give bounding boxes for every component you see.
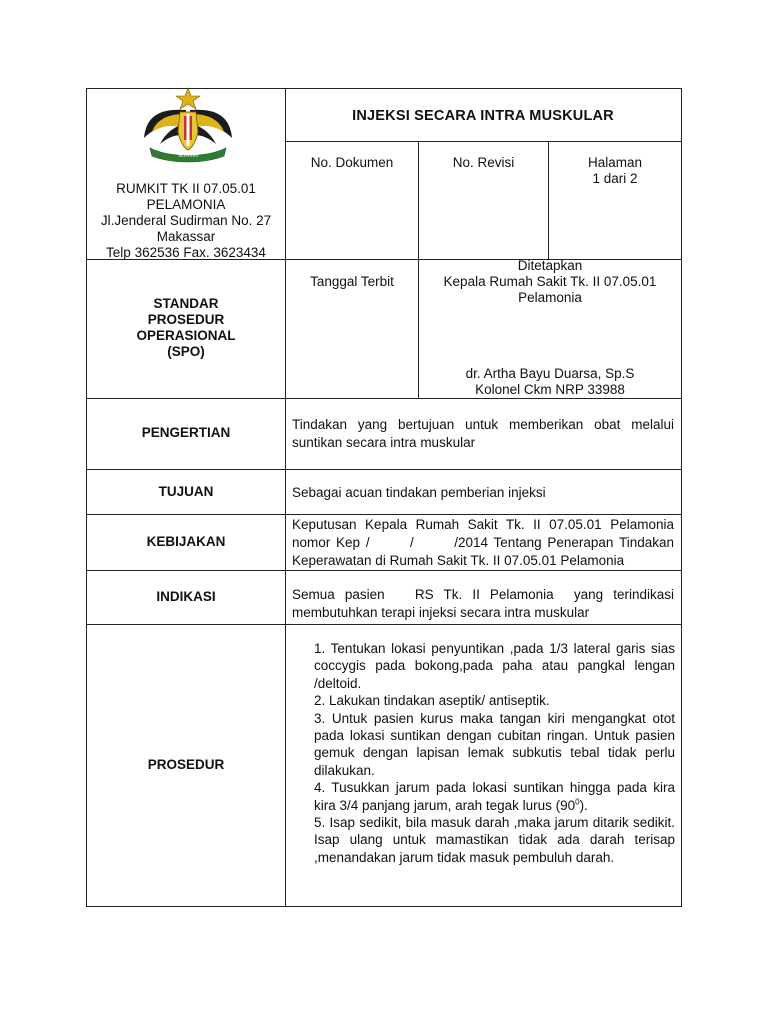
svg-text:SERVIAM: SERVIAM — [178, 154, 198, 159]
indikasi-label: INDIKASI — [156, 589, 216, 604]
org-line: Telp 362536 Fax. 3623434 — [106, 245, 266, 260]
border-row-3 — [86, 469, 682, 470]
page-label: Halaman — [587, 155, 643, 170]
doc-number-label: No. Dokumen — [310, 155, 394, 170]
spo-line: (SPO) — [167, 344, 205, 359]
border-right — [681, 88, 682, 907]
spo-line: OPERASIONAL — [136, 328, 236, 343]
tujuan-text: Sebagai acuan tindakan pemberian injeksi — [292, 485, 546, 500]
prosedur-step: 1. Tentukan lokasi penyuntikan ,pada 1/3 lateral garis sias coccygis pada bokong,pada paha atau pangkal lengan /deltoid. — [314, 641, 675, 691]
signer-name: dr. Artha Bayu Duarsa, Sp.S — [465, 366, 635, 381]
hospital-emblem-icon — [140, 86, 236, 166]
org-line: Jl.Jenderal Sudirman No. 27 — [100, 213, 272, 228]
tujuan-label: TUJUAN — [158, 484, 214, 499]
spo-line: STANDAR — [153, 296, 219, 311]
step4-text: 4. Tusukkan jarum pada lokasi suntikan hingga pada kira kira 3/4 panjang jarum, arah tegak lurus (90 — [314, 780, 675, 813]
indikasi-text: Semua pasien RS Tk. II Pelamonia yang terindikasi membutuhkan terapi injeksi secara intra muskular — [292, 587, 678, 620]
approval-line: Kepala Rumah Sakit Tk. II 07.05.01 — [443, 274, 657, 289]
approval-line: Pelamonia — [518, 290, 582, 305]
border-row-5 — [86, 570, 682, 571]
border-row-6 — [86, 624, 682, 625]
border-bottom — [86, 906, 682, 907]
border-column — [285, 88, 286, 907]
prosedur-step: 5. Isap sedikit, bila masuk darah ,maka jarum ditarik sedikit. Isap ulang untuk mamastikan tidak ada darah terisap ,menandakan jarum tidak masuk pembuluh darah. — [314, 815, 675, 865]
signer-block — [419, 366, 681, 398]
approval-block — [419, 258, 681, 306]
prosedur-step: 2. Lakukan tindakan aseptik/ antiseptik. — [314, 693, 550, 709]
prosedur-step — [314, 779, 675, 814]
degree-superscript: 0 — [575, 797, 580, 807]
revision-label: No. Revisi — [452, 155, 515, 170]
signer-rank: Kolonel Ckm NRP 33988 — [475, 382, 625, 397]
kebijakan-text: Keputusan Kepala Rumah Sakit Tk. II 07.05.01 Pelamonia nomor Kep / / /2014 Tentang Penerapan Tindakan Keperawatan di Rumah Sakit Tk. II 07.05.01 Pelamonia — [292, 517, 678, 568]
page-value: 1 dari 2 — [592, 171, 638, 186]
org-line: RUMKIT TK II 07.05.01 — [116, 181, 256, 196]
prosedur-step: 3. Untuk pasien kurus maka tangan kiri mengangkat otot pada lokasi suntikan dengan cubitan ringan. Untuk pasien gemuk dengan lapisan lemak subkutis tebal tidak perlu dilakukan. — [314, 710, 675, 778]
approval-line: Ditetapkan — [517, 258, 583, 273]
pengertian-text: Tindakan yang bertujuan untuk memberikan obat melalui suntikan secara intra muskular — [292, 417, 674, 450]
spo-line: PROSEDUR — [147, 312, 225, 327]
page-info — [549, 155, 681, 187]
issue-date-label: Tanggal Terbit — [310, 274, 394, 289]
step4-tail: ). — [579, 797, 588, 813]
pengertian-label: PENGERTIAN — [141, 425, 231, 440]
spo-label — [88, 296, 284, 360]
border-title-row — [285, 141, 681, 142]
border-row-2 — [86, 398, 682, 399]
document-title: INJEKSI SECARA INTRA MUSKULAR — [352, 108, 614, 124]
border-row-4 — [86, 514, 682, 515]
org-line: Makassar — [156, 229, 216, 244]
prosedur-steps — [314, 640, 675, 866]
border-left — [86, 88, 87, 907]
kebijakan-label: KEBIJAKAN — [146, 534, 226, 549]
hospital-address — [88, 181, 284, 261]
prosedur-label: PROSEDUR — [147, 757, 225, 772]
org-line: PELAMONIA — [146, 197, 226, 212]
